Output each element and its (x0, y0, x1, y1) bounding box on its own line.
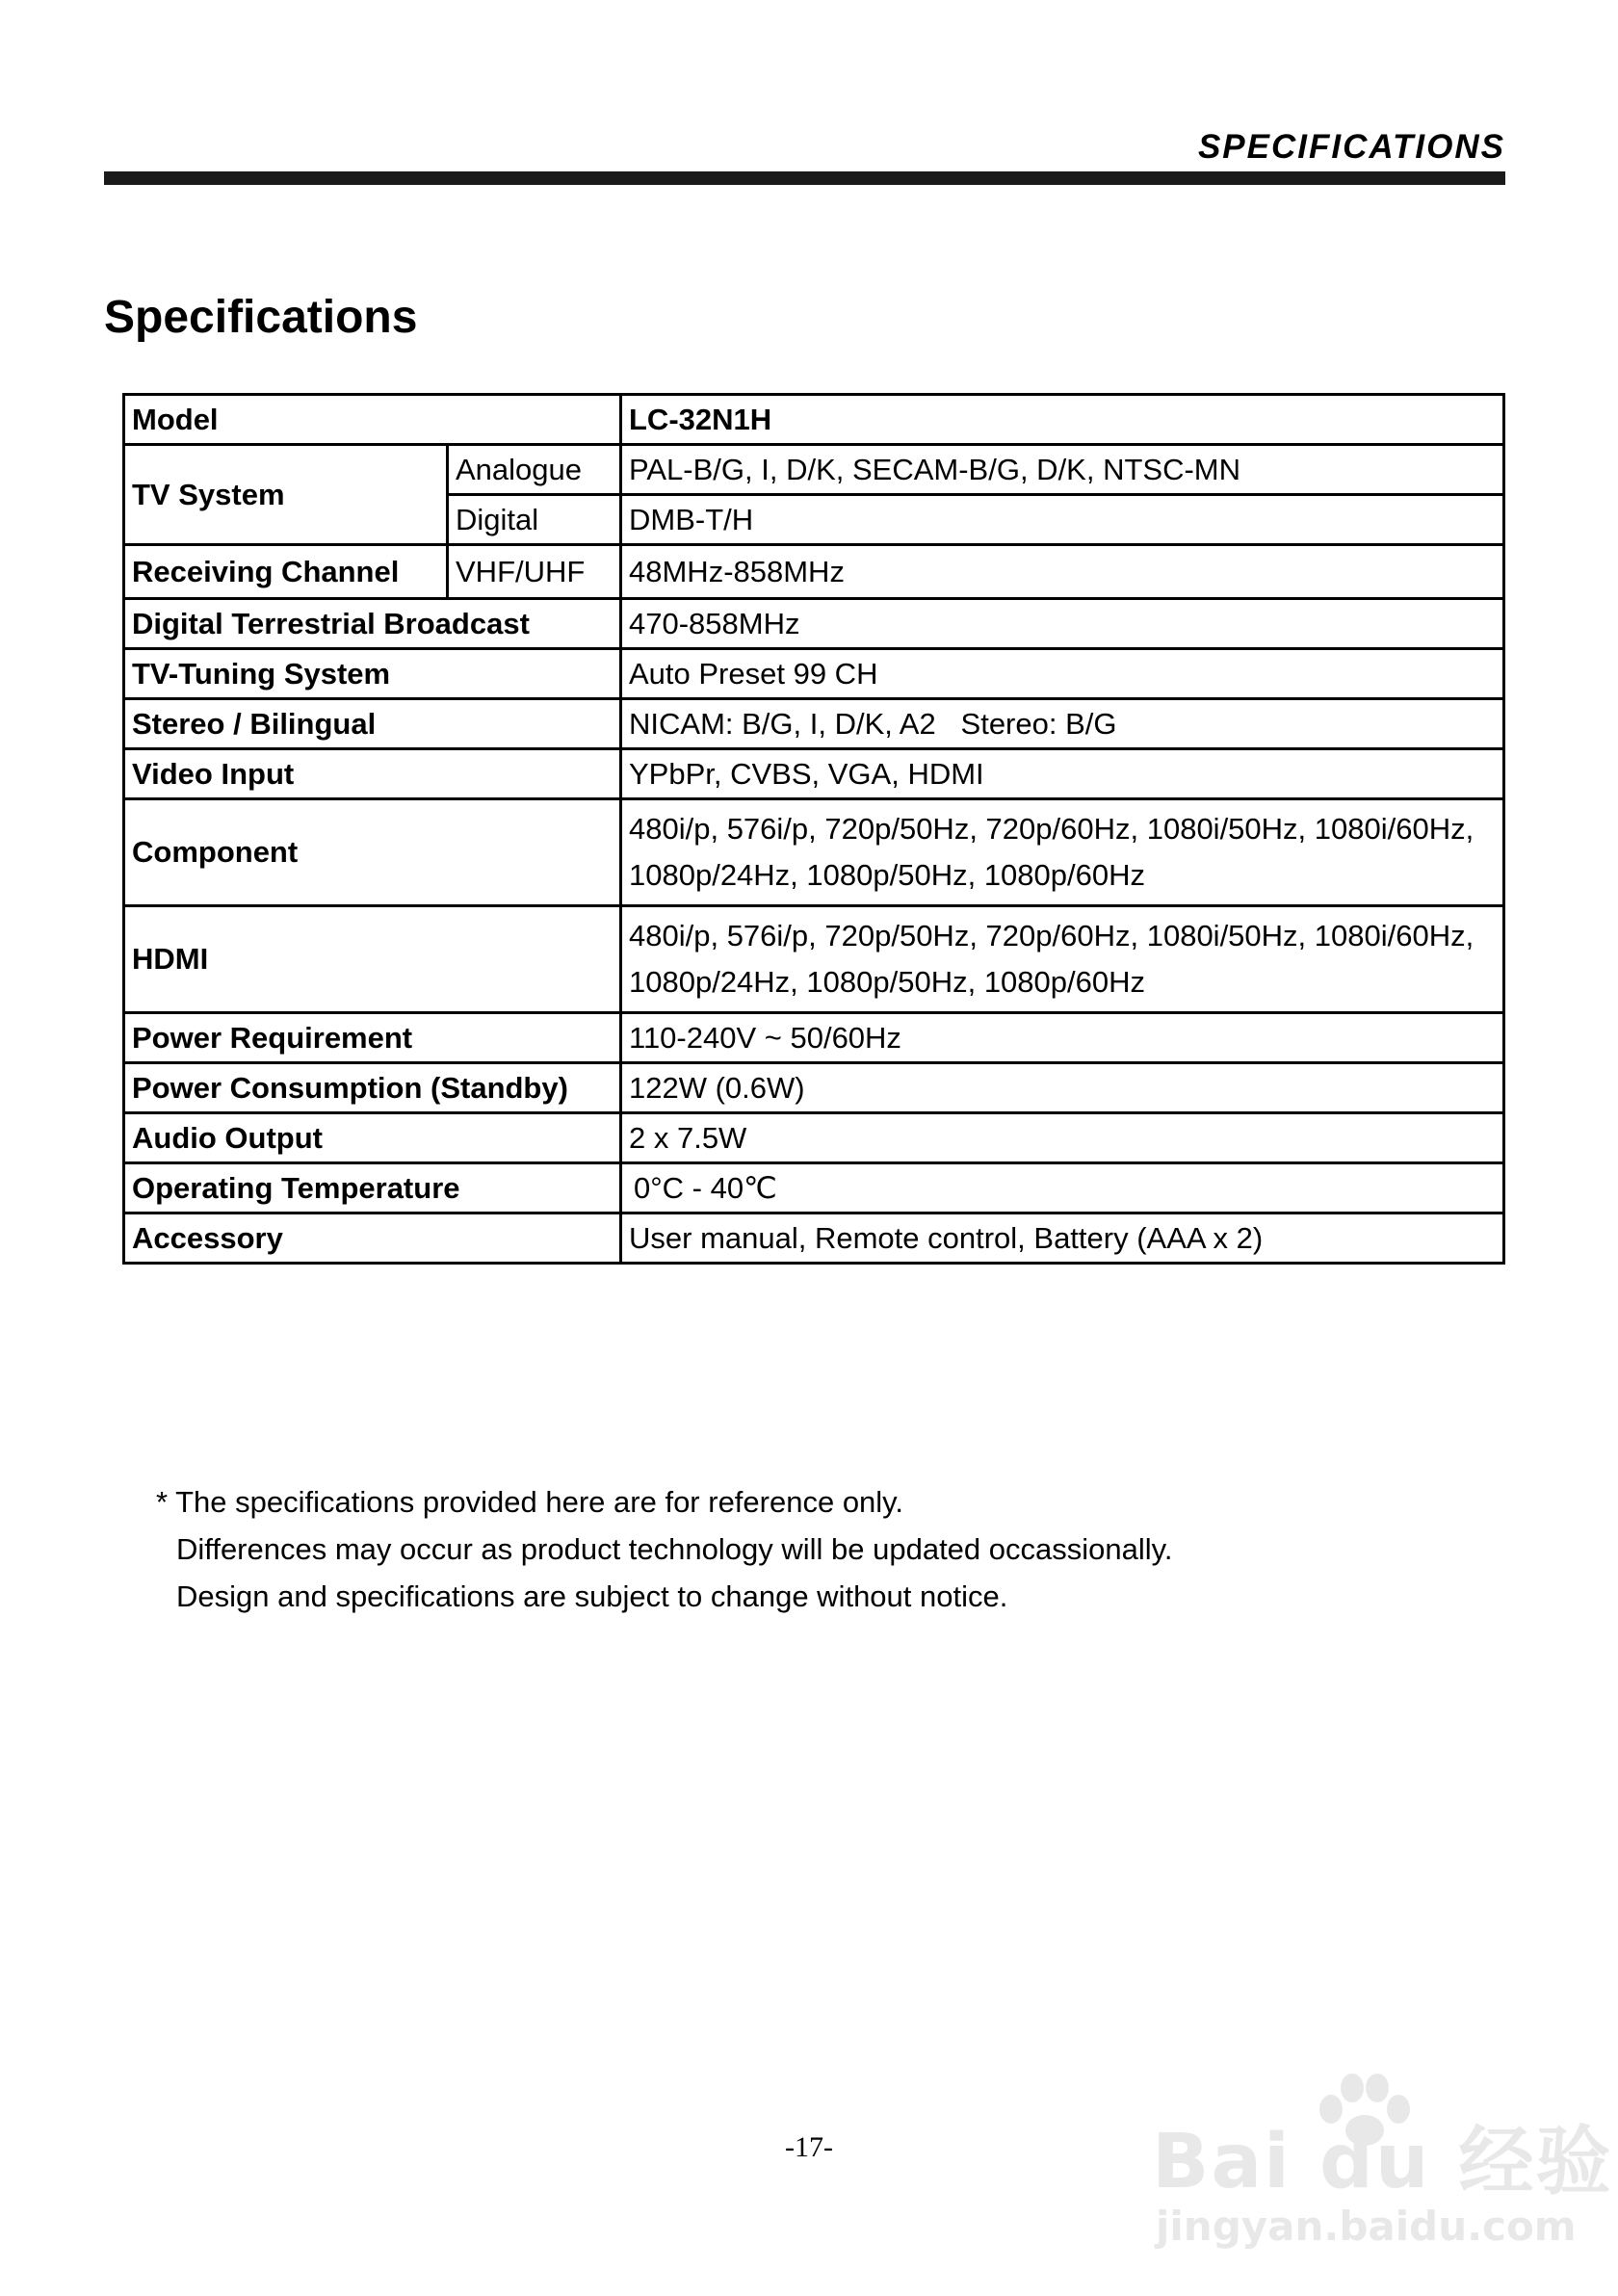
spec-row-video-input (124, 749, 1504, 799)
spec-value: User manual, Remote control, Battery (AAA x 2) (621, 1213, 1504, 1264)
spec-sublabel: VHF/UHF (448, 545, 621, 599)
spec-value (621, 799, 1504, 906)
spec-label: Power Consumption (Standby) (124, 1063, 621, 1113)
spec-row-tv-system-analogue (124, 445, 1504, 495)
spec-value: DMB-T/H (621, 495, 1504, 545)
spec-label: Video Input (124, 749, 621, 799)
spec-value: LC-32N1H (621, 395, 1504, 445)
spec-row-operating-temperature (124, 1163, 1504, 1213)
spec-row-receiving-channel (124, 545, 1504, 599)
spec-table (122, 393, 1505, 1265)
spec-value: 2 x 7.5W (621, 1113, 1504, 1163)
page-title: Specifications (104, 292, 418, 343)
spec-row-audio-output (124, 1113, 1504, 1163)
spec-value: 48MHz-858MHz (621, 545, 1504, 599)
note-line: * The specifications provided here are for reference only. (156, 1485, 903, 1519)
spec-sublabel: Digital (448, 495, 621, 545)
spec-label: TV System (124, 445, 448, 545)
spec-value: NICAM: B/G, I, D/K, A2 Stereo: B/G (621, 699, 1504, 749)
spec-value: 122W (0.6W) (621, 1063, 1504, 1113)
spec-value-line: 480i/p, 576i/p, 720p/50Hz, 720p/60Hz, 1080i/50Hz, 1080i/60Hz, (629, 919, 1474, 952)
spec-value-line: 1080p/24Hz, 1080p/50Hz, 1080p/60Hz (629, 965, 1146, 999)
spec-label: Model (124, 395, 621, 445)
spec-label: Stereo / Bilingual (124, 699, 621, 749)
note-line: Design and specifications are subject to change without notice. (176, 1579, 1008, 1613)
spec-value: 470-858MHz (621, 599, 1504, 649)
spec-value (621, 906, 1504, 1013)
header-rule (104, 171, 1505, 185)
spec-row-tv-tuning (124, 649, 1504, 699)
spec-label: Power Requirement (124, 1013, 621, 1063)
spec-label: TV-Tuning System (124, 649, 621, 699)
spec-row-accessory (124, 1213, 1504, 1264)
spec-value: 0°C - 40℃ (621, 1163, 1504, 1213)
spec-label: Accessory (124, 1213, 621, 1264)
spec-value: YPbPr, CVBS, VGA, HDMI (621, 749, 1504, 799)
spec-row-power-consumption (124, 1063, 1504, 1113)
disclaimer-notes (156, 1478, 1172, 1620)
watermark-url: jingyan.baidu.com (1156, 2203, 1577, 2250)
spec-value: Auto Preset 99 CH (621, 649, 1504, 699)
page-number: -17- (785, 2131, 833, 2163)
watermark-brand: Bai du 经验 (1152, 2119, 1613, 2205)
spec-value-line: 480i/p, 576i/p, 720p/50Hz, 720p/60Hz, 1080i/50Hz, 1080i/60Hz, (629, 812, 1474, 846)
spec-row-power-requirement (124, 1013, 1504, 1063)
spec-value: PAL-B/G, I, D/K, SECAM-B/G, D/K, NTSC-MN (621, 445, 1504, 495)
spec-row-digital-terrestrial (124, 599, 1504, 649)
spec-label: Audio Output (124, 1113, 621, 1163)
spec-label: Operating Temperature (124, 1163, 621, 1213)
spec-label: Digital Terrestrial Broadcast (124, 599, 621, 649)
spec-sublabel: Analogue (448, 445, 621, 495)
note-line: Differences may occur as product technology will be updated occassionally. (176, 1532, 1173, 1566)
spec-row-component (124, 799, 1504, 906)
spec-value-line: 1080p/24Hz, 1080p/50Hz, 1080p/60Hz (629, 858, 1146, 892)
spec-row-model (124, 395, 1504, 445)
watermark (1146, 2071, 1613, 2254)
spec-label: Component (124, 799, 621, 906)
spec-label: HDMI (124, 906, 621, 1013)
spec-row-stereo (124, 699, 1504, 749)
section-header-label: SPECIFICATIONS (1197, 128, 1505, 166)
spec-row-hdmi (124, 906, 1504, 1013)
spec-value: 110-240V ~ 50/60Hz (621, 1013, 1504, 1063)
spec-label: Receiving Channel (124, 545, 448, 599)
